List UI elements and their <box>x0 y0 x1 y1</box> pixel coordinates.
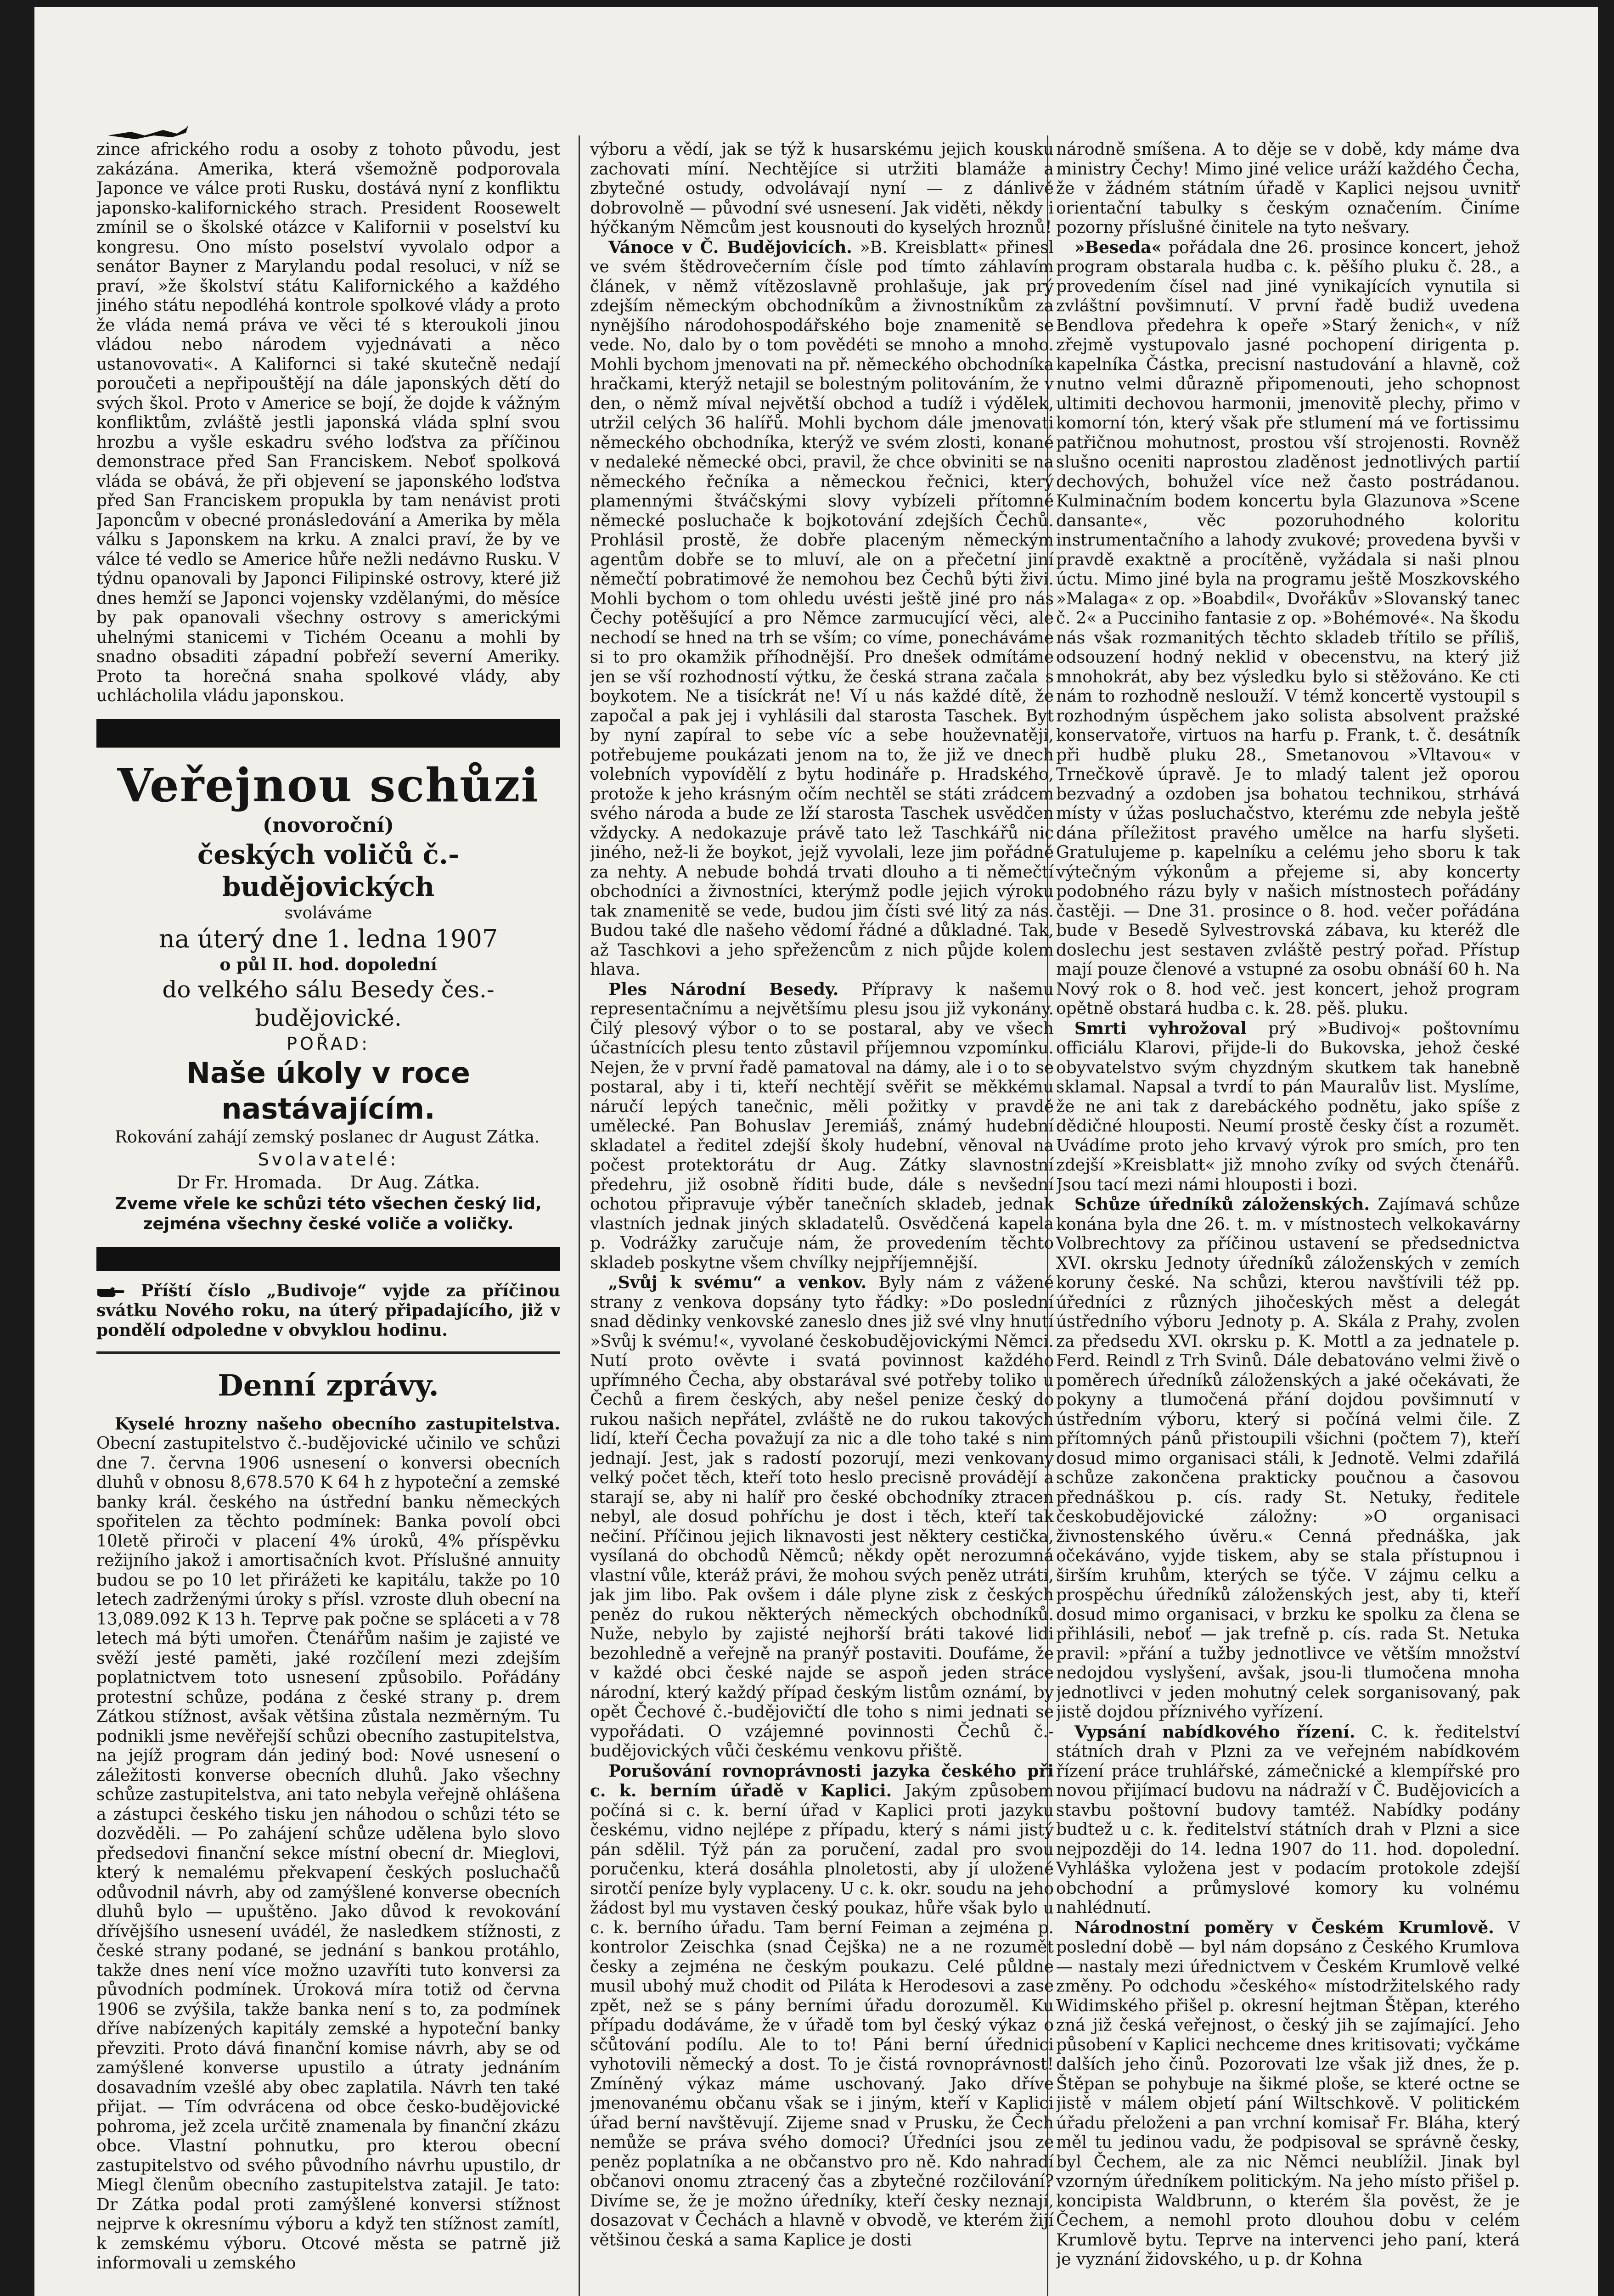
ad-subtitle: (novoroční) <box>263 813 394 837</box>
article-debt-conversion <box>96 1414 560 2273</box>
article-text: »B. Kreisblatt« přinesl ve svém štědrovečerním čísle pod tímto záhlavím článek, v němž vítězoslavně prohlašuje, jak prý zdejším německým obchodníkům a živnostníkům za nynějšího národohospodářského boje znamenitě se vede. No, dalo by o tom povědéti se mnoho a mnoho. Mohli bychom jmenovati na př. německého obchodníka hračkami, kterýž netajil se bolestným politováním, že v den, o němž míval největší obchod a tudíž i výdělek, utržil celých 36 halířů. Mohli bychom dále jmenovati německého obchodníka, kterýž ve svém zlosti, konané v nedaleké německé obci, pravil, že chce obviniti se na německého řečníka a německou řečnici, který plamennými štváčskými slovy vybízeli přítomné německé posluchače k bojkotování zdejších Čechů. Prohlásil prostě, že dobře placeným německým agentům dobře se to mluví, ale on a přečetní jiní němečtí pobratimové že nemohou bez Čechů býti živi. Mohli bychom o tom ohledu uvésti ještě jiné pro nás Čechy potěšující a pro Němce zarmucující věci, ale nechodí se hned na trh se vším; co víme, ponecháváme si to pro okamžik příhodnější. Pro dnešek odmítáme jen se vší rozhodností výtku, že česká strana začala s boykotem. Ne a tisíckrát ne! Ví u nás každé dítě, že započal a pak jej i vyhlásili dal starosta Taschek. Byt by nyní zapíral to sebe víc a sebe houževnatěji, potřebujeme poukázati jenom na to, že již ve dnech volebních vypovídělí z bytu hodináře p. Hradského, protože k jeho krásným očím nechtěl se státi zrádcem svého národa a bude ze lží starosta Taschek usvědčen vždycky. A nedokazuje právě tato lež Taschkářů nic jiného, než-li že boykot, jejž vyvolali, leze jim pořádně za nehty. A nebude bohdá trvati dlouho a ti němečtí obchodníci a živnostníci, kterýmž podle jejich výroku tak znamenitě se vede, budou jim čísti své litý za nás. Budou také dle našeho vědomí řádné a důkladné. Tak, až Taschkovi a jeho spřežencům z nich půjde kolem hlava. <box>590 238 1054 979</box>
article-beseda-concert <box>1056 238 1520 1019</box>
article-heading: „Svůj k svému“ a venkov. <box>608 1273 867 1292</box>
article-text: Zajímavá schůze konána byla dne 26. t. m. v místnostech velkokavárny Volbrechtovy za příčinou ustavení se předsednictva XVI. okrsku Jednoty úředníků záloženských v zemích koruny české. Na schůzi, kterou navštívili též pp. úředníci z různých jihočeských měst a delegát ústředního výboru Jednoty p. A. Skála z Prahy, zvolen za předsedu XVI. okrsku p. K. Mottl a za jednatele p. Ferd. Reindl z Trh Svinů. Dále debatováno velmi živě o poměrech úředníků záloženských a jaké očekávati, že pokyny a tlumočená přání dojdou povšimnutí v ústředním výboru, který si počíná velmi čile. Z přítomných pánů přistoupili všichni (počtem 7), kteří dosud mimo organisaci stáli, k Jednotě. Velmi zdařilá schůze zakončena prakticky poučnou a časovou přednáškou p. cís. rady St. Netuky, ředitele českobudějovické záložny: »O organisaci živnostenského úvěru.« Cenná přednáška, jak očekáváno, vyjde tiskem, aby se stala přístupnou i širším kruhům, kterých se týče. V zájmu celku a prospěchu úředníků záloženských jest, aby ti, kteří dosud mimo organisaci, v brzku ke spolku za člena se přihlásili, neboť — jak trefně p. cís. rada St. Netuka pravil: »přání a tužby jednotlivce ve větším množství nedojdou vyslyšení, avšak, jsou-li tlumočena mnoha jednotlivci v jeden mohutný celek sorganisovaný, pak jistě dojdou příznivého vyřízení. <box>1056 1195 1520 1722</box>
ad-program: Naše úkoly v roce nastávajícím. <box>186 1056 470 1125</box>
ad-invite: Zveme vřele ke schůzi této všechen český lid, zejména všechny české voliče a voličky. <box>115 1194 542 1233</box>
article-ball <box>590 980 1054 1273</box>
meeting-announcement <box>96 758 560 1234</box>
notice-text: Příští číslo „Budivoje“ vyjde za příčinou svátku Nového roku, na úterý připadajícího, již v pondělí odpoledne v obvyklou hodinu. <box>96 1281 560 1340</box>
black-rule <box>96 719 560 748</box>
black-rule <box>96 1247 560 1271</box>
column-divider <box>579 135 580 2296</box>
article-continuation: výboru a vědí, jak se týž k husarskému jejich kousku zachovati míní. Nechtějíce si utržiti blamáže a zbytečné ostudy, odvolávají nyní — z dánlivě dobrovolně — původní své usnesení. Jak viděti, někdy i hýčkaným Němcům jest kousnouti do kyselých hroznů! <box>590 140 1054 237</box>
column-3 <box>1056 140 1520 2296</box>
article-tender <box>1056 1722 1520 1918</box>
ad-title: Veřejnou schůzi <box>117 758 540 812</box>
article-clerks-meeting <box>1056 1195 1520 1722</box>
article-text: V poslední době — byl nám dopsáno z Českého Krumlova — nastaly mezi úřednictvem v Českém Krumlově velké změny. Po odchodu »českého« místodržitelského rady Widimského přišel p. okresní hejtman Štěpan, kterého zná již česká veřejnost, o český jih se zajímající. Jeho působení v Kaplici nechceme dnes kritisovati; vyčkáme dalších jeho činů. Pozorovati lze však již dnes, že p. Štěpan se pohybuje na šikmé ploše, se které octne se jistě v málem objetí pání Wiltschkově. V politickém úřadu přeloženi a pan vrchní komisař Fr. Bláha, který měl tu jedinou vadu, že podpisoval se správně česky, byl Čechem, ale za nic Němci neublížil. Jinak byl vzorným úředníkem politickým. Na jeho místo přišel p. koncipista Waldbrunn, o kterém šla pověst, že je Čechem, a nemohl proto dlouhou dobu v celém Krumlově bytu. Teprve na intervenci jeho paní, která je vyznání židovského, u p. dr Kohna <box>1056 1918 1520 2269</box>
article-heading: »Beseda« <box>1074 237 1162 257</box>
article-text: Byly nám z vážené strany z venkova dopsány tyto řádky: »Do poslední snad dědinky venkovské zaneslo dnes již své vlny hnutí »Svůj k svému!«, vyvolané českobudějovickými Němci. Nutí proto ověvte i svatá povinnost každého upřímného Čecha, aby obstarával své potřeby toliko u Čechů a firem českých, aby nešel penize český do rukou našich nepřátel, zvláště ne do rukou takových lidí, kteří Čecha považují za nic a dle toho také s nim jednají. Jest, jak s radostí pozorují, mezi venkovany velký počet těch, kteří toto heslo precisně provádějí a starají se, aby ni halíř pro české obchodníky ztracen nebyl, ale dosud pohříchu je dost i těch, kteří tak nečiní. Příčinou jejich liknavosti jest některy cestička, vysílaná do obchodů Němců; někdy opět nerozumná vlastní vůle, kteráž právi, že mohou svých peněz utráti, jak jim libo. Pak ovšem i dále plyne zisk z českých peněz do rukou některých německých obchodníků. Nuže, nebylo by zajisté nejhorší bráti takové lidi bezohledně a veřejně na pranýř postaviti. Doufáme, že v každé obci české najde se aspoň jeden stráce národní, který každý případ českým listům oznámí, by opět Čechové č.-budějovičtí dle toho s nimi jednati se vypořádati. O vzájemné povinnosti Čechů č.-budějovických vůči českému venkovu přiště. <box>590 1273 1054 1761</box>
newspaper-page <box>34 7 1598 2296</box>
article-heading: Ples Národní Besedy. <box>608 979 839 999</box>
thin-rule <box>96 1351 560 1354</box>
article-heading: Vánoce v Č. Budějovicích. <box>608 237 852 257</box>
article-heading: Schůze úředníků záloženských. <box>1074 1195 1370 1214</box>
article-heading: Smrti vyhrožoval <box>1074 1019 1247 1038</box>
pointing-hand-icon <box>96 1286 125 1298</box>
ad-time: o půl II. hod. dopolední <box>219 955 437 974</box>
article-svuj-k-svemu <box>590 1273 1054 1761</box>
ad-venue: do velkého sálu Besedy čes.-budějovické. <box>162 976 495 1031</box>
column-2 <box>590 140 1054 2296</box>
article-heading: Národnostní poměry v Českém Krumlově. <box>1074 1918 1494 1937</box>
article-heading: Kyselé hrozny našeho obecního zastupitelstva. <box>115 1414 560 1434</box>
article-christmas <box>590 238 1054 980</box>
article-krumlov <box>1056 1918 1520 2270</box>
article-death-threat <box>1056 1019 1520 1195</box>
ad-opening: Rokování zahájí zemský poslanec dr August Zátka. <box>115 1127 540 1147</box>
ad-convene: svoláváme <box>284 903 372 923</box>
column-1 <box>96 140 560 2296</box>
ad-conveners: Dr Fr. Hromada. Dr Aug. Zátka. <box>176 1172 480 1193</box>
ad-date: na úterý dne 1. ledna 1907 <box>158 924 498 953</box>
next-issue-notice <box>96 1281 560 1340</box>
corner-ornament-icon <box>108 122 204 140</box>
ad-conveners-label: Svolavatelé: <box>258 1149 399 1170</box>
section-title: Denní zprávy. <box>218 1368 439 1403</box>
article-heading: Porušování rovnoprávnosti jazyka českého při c. k. berním úřadě v Kaplici. <box>590 1761 1054 1801</box>
article-heading: Vypsání nabídkového řízení. <box>1074 1722 1355 1742</box>
article-text: Obecní zastupitelstvo č.-budějovické učinilo ve schůzi dne 7. června 1906 usnesení o konversi obecních dluhů v obnosu 8,678.570 K 64 h z hypoteční a zemské banky král. českého na ústřední banku německých spořitelen za těchto podmínek: Banka povolí obci 10letě přiroči v placení 4% úroků, 4% příspěvku režijního jakož i amortisačních kvot. Příslušné annuity budou se po 10 let přirážeti ke kapitálu, takže po 10 letech zadrženými úroky s přísl. vzroste dluh obecní na 13,089.092 K 13 h. Teprve pak počne se spláceti a v 78 letech má býti umořen. Čtenářům našim je zajisté ve svěží jesté paměti, jaké rozčílení mezi zdejším poplatnictvem toto usnesení způsobilo. Pořádány protestní schůze, podána z české strany p. drem Zátkou stížnost, avšak většina zůstala nezměrným. Tu podnikli jsme nevěřejší schůzi obecního zastupitelstva, na jejíž program dán jediný bod: Nové usnesení o záležitosti konverse obecních dluhů. Jako všechny schůze zastupitelstva, ani tato nebyla veřejně ohlášena a zástupci českého tisku jen náhodou o schůzi této se dozvěděli. — Po zahájení schůze udělena bylo slovo předsedovi finanční sekce místní obecní dr. Mieglovi, který k nemalému překvapení českých posluchačů odůvodnil návrh, aby od zamýšlené konverse obecních dluhů bylo — upuštěno. Jako důvod k revokování dřívějšího usnesení uvádél, že nasledkem stížnosti, z české strany podané, se jednání s bankou protáhlo, takže dnes není více možno uzavříti tuto konversi za původních podmínek. Úroková míra totiž od června 1906 se zvýšila, takže banka není s to, za podmínek dříve nabízených kapitály zemské a hypoteční banky převziti. Proto dává finanční komise návrh, aby se od zamýšlené konverse upustilo a útraty jednáním dosavadním vzešlé aby obec zaplatila. Návrh ten také přijat. — Tím odvrácena od obce česko-budějovické pohroma, jež zcela určitě znamenala by finanční zkázu obce. Vlastní pohnutku, pro kterou obecní zastupitelstvo od svého původního návrhu upustilo, dr Miegl členům obecního zastupitelstva zatajil. Je tato: Dr Zátka podal proti zamýšlené konversi stížnost nejprve k okresnímu výboru a když ten stížnost zamítl, k zemskému výboru. Otcové města se patrně již informovali u zemského <box>96 1434 560 2273</box>
ad-voters: českých voličů č.-budějovických <box>197 838 460 902</box>
article-text: pořádala dne 26. prosince koncert, jehož program obstarala hudba c. k. pěšího pluku č. 28., a provedením čísel nad jiné vynikajících vynutila si zvláštní povšimnutí. V první řadě budiž uvedena Bendlova předehra k opeře »Starý ženich«, v níž zřejmě vystupovalo jasné pochopení dirigenta p. kapelníka Částka, precisní nastudování a hlavně, což nutno velmi důrazně připomenouti, jeho schopnost ultimiti dechovou harmonii, jmenovitě plechy, přimo v komorní tón, který však pře stlumení má ve fortissimu patřičnou mohutnost, prostou vší strojenosti. Rovněž slušno oceniti naprostou zladěnost jednotlivých partií dechových, bohužel více než často postrádanou. Kulminačním bodem koncertu byla Glazunova »Scene dansante«, věc pozoruhodného koloritu instrumentačního a lahody zvukové; provedena byvši v pravdě exaktně a procítěně, vyžádala si naši plnou úctu. Mimo jiné byla na programu ještě Moszkovského »Malaga« z op. »Boabdil«, Dvořákův »Slovanský tanec č. 2« a Pucciniho fantasie z op. »Bohémové«. Na škodu nás však rozmanitých těchto skladeb třítilo se příliš, odsouzení hodný neklid v obecenstvu, na který již mnohokrát, aby bez výsledku bylo si stěžováno. Ke cti nám to rozhodně neslouží. V témž koncertě vystoupil s rozhodným úspěchem jako solista absolvent pražské konservatoře, virtuos na harfu p. Frank, t. č. desátník při hudbě pluku 28., Smetanovou »Vltavou« v Trnečkově úpravě. Je to mladý talent jež oporou bezvadný a ozdoben jsa bohatou technikou, strhává místy v úžas posluchačstvo, kterému zde nebyla ještě dána příležitost pravého umělce na harfu slyšeti. Gratulujeme p. kapelníku a celému jeho sboru k tak výtečným výkonům a přejeme si, aby koncerty podobného rázu byly v našich místnostech pořádány častěji. — Dne 31. prosince o 8. hod. večer pořádána bude v Besedě Sylvestrovská zábava, ku kteréž dle doslechu jest sestaven zvláště pestrý pořad. Přístup mají pouze členové a vstupné za osobu obnáší 60 h. Na Nový rok o 8. hod več. jest koncert, jehož program opětně obstará hudba c. k. 28. pěš. pluku. <box>1056 238 1520 1018</box>
article-text: Jakým způsobem počíná si c. k. berní úřad v Kaplici proti jazyku českému, vidno nejlépe z případu, který s námi jistý pán sdělil. Týž pán za poručení, zadal pro svou poručenku, která dosáhla plnoletosti, aby jí uložené sirotčí peníze byly vyplaceny. U c. k. okr. soudu na jeho žádost byl mu vystaven český poukaz, hůře však bylo u c. k. berního úřadu. Tam berní Feiman a zejména p. kontrolor Zeischka (snad Čejška) ne a ne rozumět česky a zejména ne českým poukazu. Celé půldne musil ubohý muž chodit od Piláta k Herodesovi a zase zpět, než se s pány berními úřadu dorozuměl. Ku případu dodáváme, že v úřadě tom byl český výkaz o sčůtování podílu. Ale to to! Páni berní úřednici vyhotovili německý a dost. To je čistá rovnoprávnost! Zmíněný výkaz máme uschovaný. Jako dříve jmenovanému občanu však se i jiným, kteří v Kaplici úřad berní navštěvují. Zijeme snad v Prusku, že Čech nemůže se práva svého domoci? Úředníci jsou ze peněz poplatníka a ne občanstvo pro ně. Kdo nahradí občanovi onomu ztracený čas a zbytečné rozčilování? Divíme se, že je možno úředníky, kteří česky neznají, dosazovat v Čechách a hlavně v obvodě, ve kterém žijí většinou česká a sama Kaplice je dosti <box>590 1782 1054 2250</box>
ad-program-label: POŘAD: <box>287 1033 370 1054</box>
article-text: Přípravy k našemu representačnímu a největšímu plesu jsou již vykonány. Čilý plesový výbor o to se postaral, aby ve všech účastnících plesu tento zůstavil příjemnou vzpomínku. Nejen, že v první řadě pamatoval na dámy, ale i o to se postaral, aby i ti, kteří nechtějí svěřit se měkkému náručí lepých tanečnic, měli požitky v pravdě umělecké. Pan Bohuslav Jeremiáš, známý hudební skladatel a ředitel zdejší školy hudební, věnoval na počest protektorátu dr Aug. Zátky slavnostní předehru, již osobně říditi bude, dále s nevšední ochotou připravuje výběr tanečních skladeb, jednak vlastních jednak jiných skladatelů. Osvědčená kapela p. Vodrážky zaručuje nám, že provedením těchto skladeb poskytne všem chvílky nejpříjemnější. <box>590 980 1054 1272</box>
article-text: prý »Budivoj« poštovnímu officiálu Klarovi, přijde-li do Bukovska, jehož české obyvatelstvo svým chyzdným skutkem tak hanebně sklamal. Napsal a tvrdí to pán Mauralův list. Myslíme, že ne ani tak z darebáckého podnětu, jako spíše z dědičné hlouposti. Neumí prostě česky číst a rozumět. Uvádíme proto jeho krvavý výrok pro smích, pro ten zdejší »Kreisblatt« již mnoho zvíky od svých čtenářů. Jsou tací mezi námi hlouposti i bozi. <box>1056 1019 1520 1194</box>
article-kaplice-tax-office <box>590 1761 1054 2251</box>
article-continuation: národně smíšena. A to děje se v době, kdy máme dva ministry Čechy! Mimo jiné velice uráží každého Čecha, že v žádném státním úřadě v Kaplici nejsou uvnitř orientační tabulky s českým označením. Činíme pozorny příslušné činitele na tyto nešvary. <box>1056 140 1520 237</box>
article-text: C. k. ředitelství státních drah v Plzni za ve veřejném nabídkovém řízení práce truhlářské, zámečnické a klempířské pro novou přijímací budovu na nádraží v Č. Budějovicích a stavbu poštovní budovy tamtéž. Nabídky podány budtež u c. k. ředitelství státních drah v Plzni a sice nejpozději do 14. ledna 1907 do 11. hod. dopolední. Vyhláška vyložena jest v podacím protokole zdejší obchodní a průmyslové komory ku volnému nahlédnutí. <box>1056 1722 1520 1917</box>
article-japan-text: zince afrického rodu a osoby z tohoto původu, jest zakázána. Amerika, která všemožně podporovala Japonce ve válce proti Rusku, dostává nyní z konfliktu japonsko-kalifornického strach. President Roosewelt zmínil se o školské otázce v Kalifornii v poselství ku kongresu. Ono místo poselství vyvolalo odpor a senátor Bayner z Marylandu podal resoluci, v níž se praví, »že školství státu Kalifornického a každého jiného státu nepodléhá kontrole spolkové vlády a proto že vláda nemá práva ve věci té s kteroukoli jinou vládou nebo národem vyjednávati a něco ustanovovati«. A Kalifornci si také skutečně nedají poroučeti a nepřipouštějí na dále japonských dětí do svých škol. Proto v Americe se bojí, že dojde k vážným konfliktům, zvláště jestli japonská vláda splní svou hrozbu a vyšle eskadru svého loďstva za příčinou demonstrace před San Franciskem. Neboť spolková vláda se obává, že při objevení se japonského loďstva před San Franciskem propukla by tam nenávist proti Japoncům v obecné pronásledování a Amerika by měla válku s Japonskem na krku. A znalci praví, že by ve válce té vedlo se Americe hůře nežli nedávno Rusku. V týdnu opanovali by Japonci Filipinské ostrovy, které již dnes hemží se Japonci vojensky vzdělanými, do měsíce by pak opanovali všechny ostrovy s americkými uhelnými stanicemi v Tichém Oceanu a mohli by snadno obsaditi západní pobřeží severní Ameriky. Proto ta horečná snaha spolkové vlády, aby uchlácholila vládu japonskou. <box>96 140 560 705</box>
